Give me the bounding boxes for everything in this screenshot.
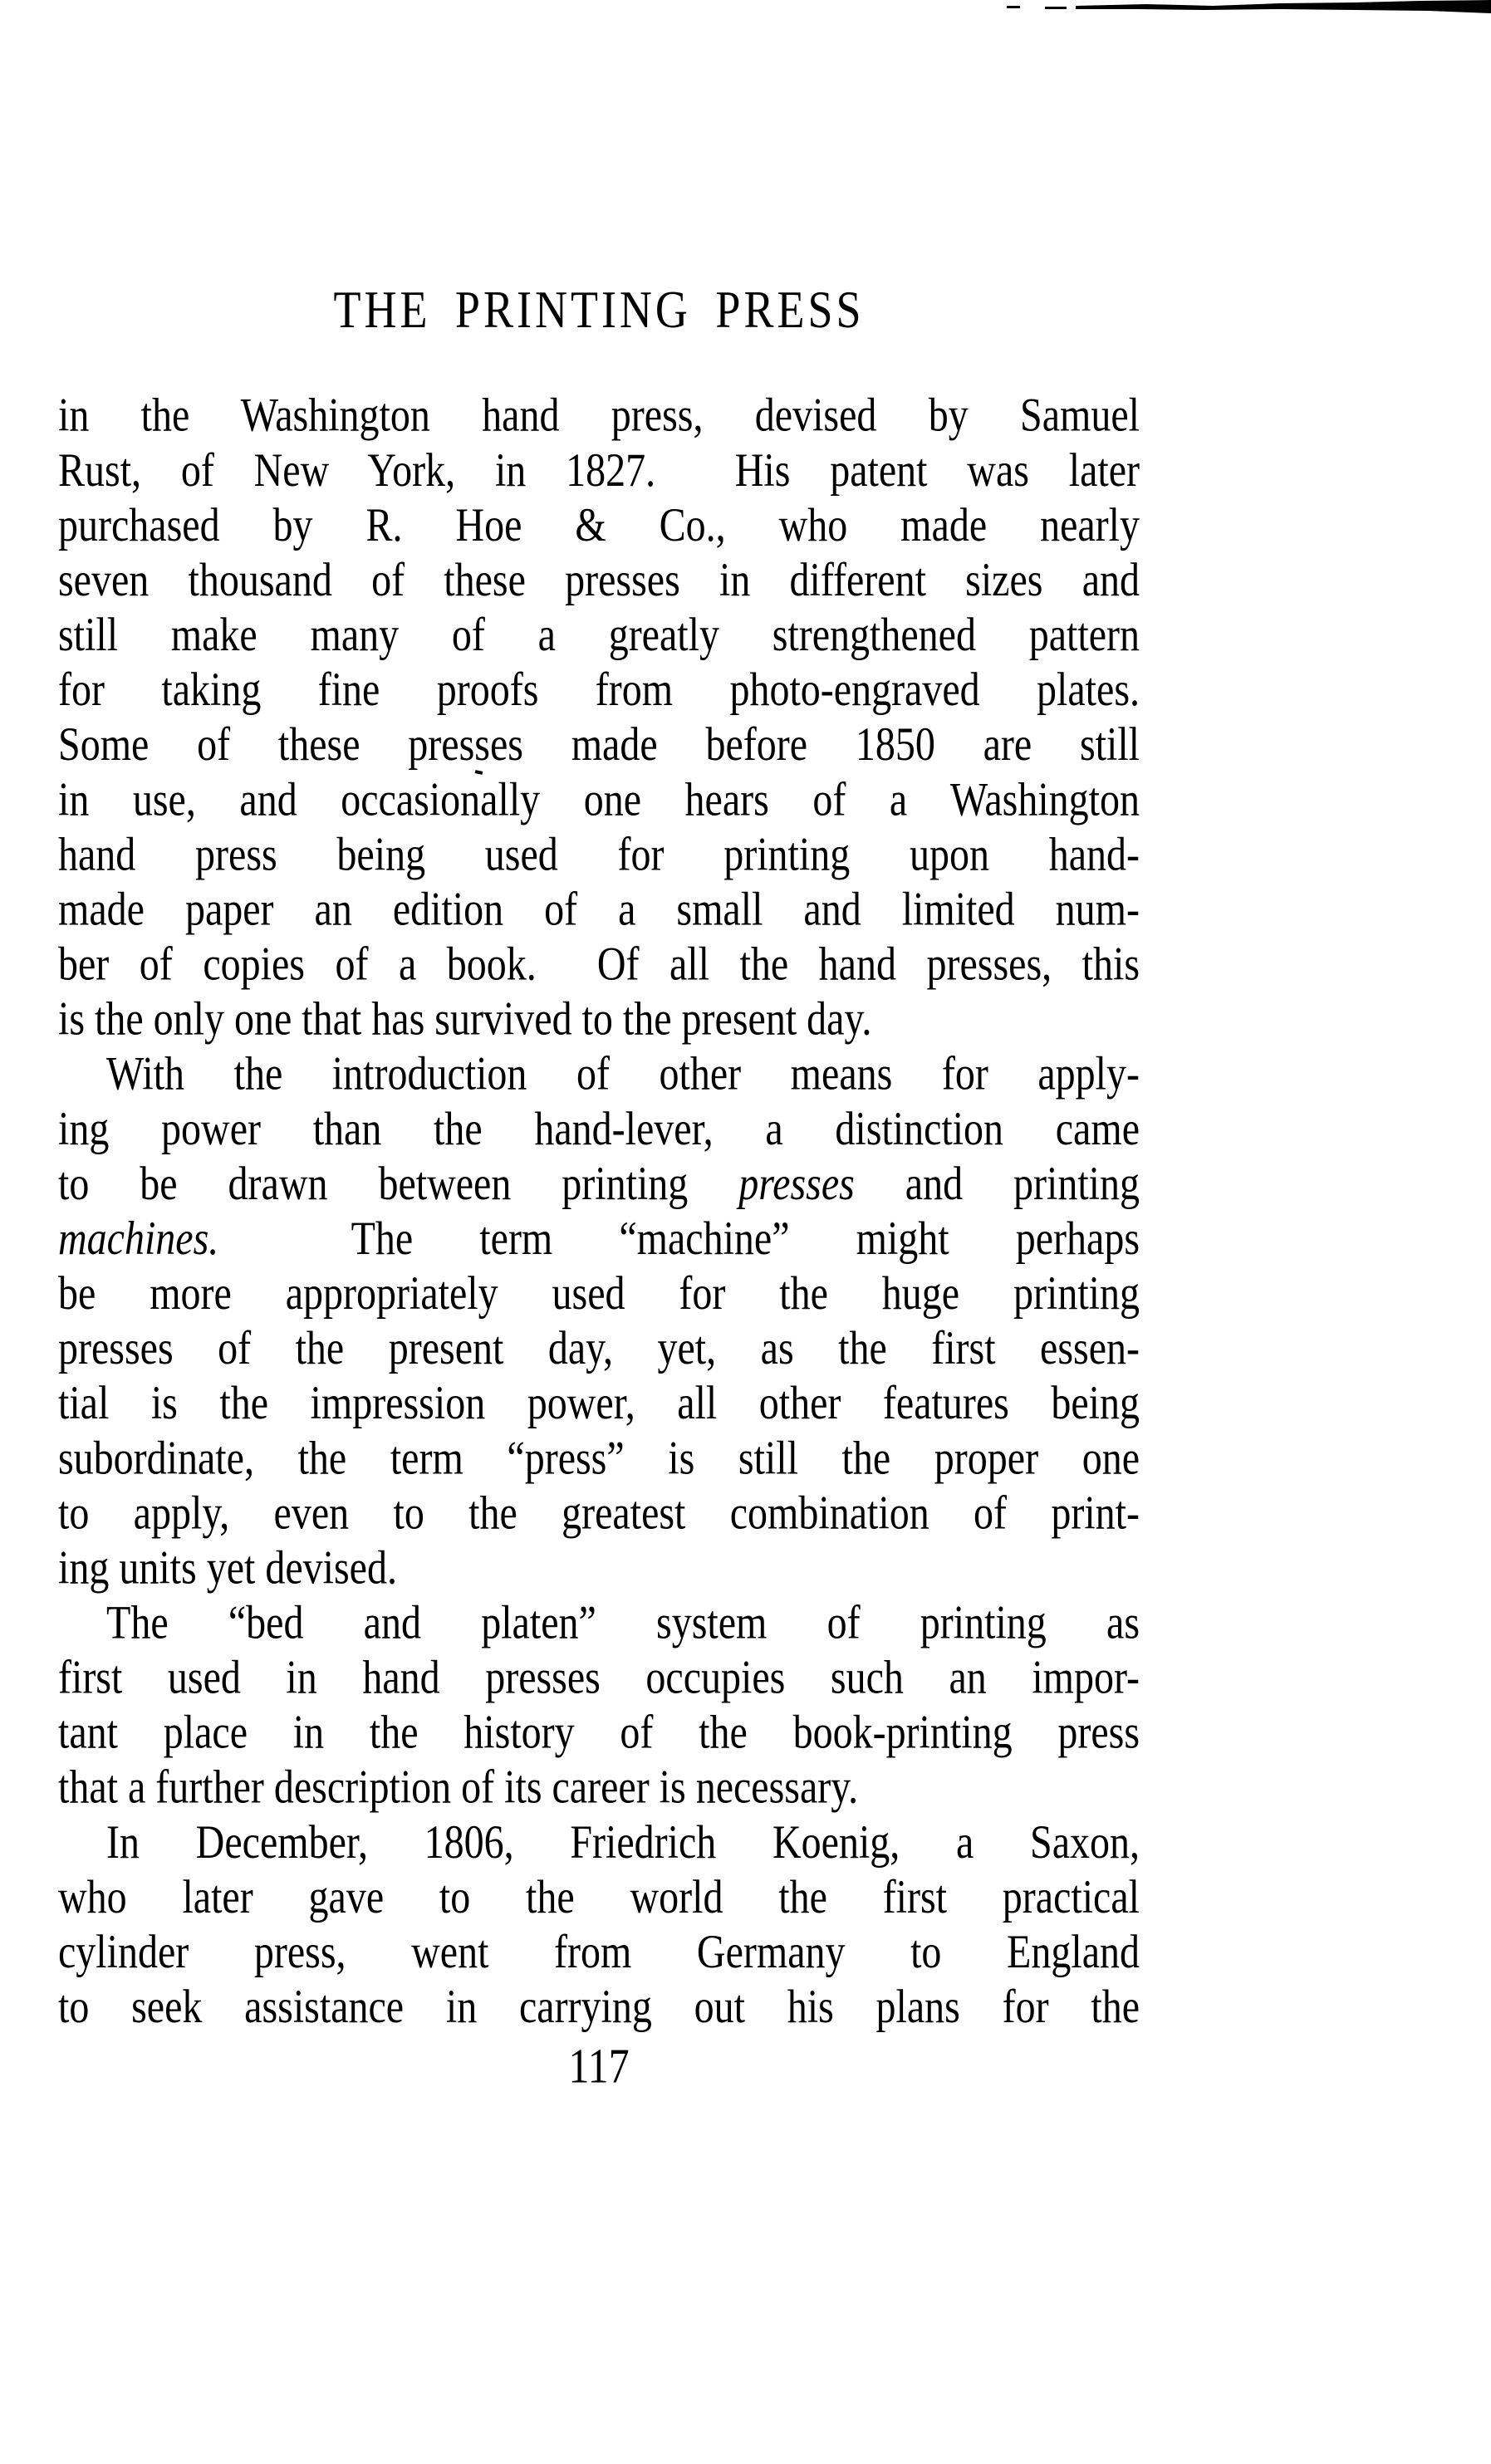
text-segment: tant place in the history of the book-printing press [58,1707,1140,1759]
text-line [58,443,1140,498]
text-segment: for taking fine proofs from photo-engraved plates. [58,664,1140,717]
text-segment: In December, 1806, Friedrich Koenig, a Saxon, [106,1816,1140,1869]
text-segment: and printing [854,1158,1140,1210]
text-line [58,718,1140,772]
text-line [58,1925,1140,1980]
text-segment: Rust, of New York, in 1827. His patent was later [58,444,1140,497]
text-segment: tial is the impression power, all other features being [58,1377,1140,1430]
text-line [58,992,1140,1047]
text-segment: ing units yet devised. [58,1541,397,1594]
text-line [58,773,1140,828]
text-line [58,498,1140,553]
text-line [58,1980,1140,2035]
text-segment: to seek assistance in carrying out his plans for the [58,1981,1140,2034]
text-segment: Some of these presses made before 1850 are still [58,718,1140,772]
text-line [58,389,1140,443]
text-segment: to be drawn between printing [58,1158,739,1210]
text-line [58,553,1140,608]
text-segment: in use, and occasionally one hears of a Washington [58,773,1140,826]
text-segment: made paper an edition of a small and limited num- [58,883,1140,936]
page-title: THE PRINTING PRESS [333,280,865,340]
text-segment: cylinder press, went from Germany to England [58,1926,1140,1978]
paragraph [58,389,1140,1047]
text-line [58,1432,1140,1487]
text-line [58,1706,1140,1761]
text-line [58,1047,1140,1102]
text-line [58,828,1140,883]
text-segment: be more appropriately used for the huge printing [58,1267,1140,1320]
text-segment: The “bed and platen” system of printing as [106,1596,1140,1649]
text-segment: hand press being used for printing upon hand- [58,828,1140,881]
text-line [58,1321,1140,1376]
paragraph [58,1815,1140,2035]
text-line [58,1487,1140,1541]
text-segment: ing power than the hand-lever, a distinction came [58,1103,1140,1155]
text-segment: to apply, even to the greatest combination of print- [58,1487,1140,1540]
text-segment: in the Washington hand press, devised by Samuel [58,389,1140,442]
text-line [58,883,1140,938]
text-line [58,608,1140,663]
text-segment: With the introduction of other means for apply- [106,1048,1140,1100]
text-line [58,1157,1140,1212]
paragraph [58,1596,1140,1815]
text-segment: presses of the present day, yet, as the first essen- [58,1322,1140,1375]
text-segment: who later gave to the world the first practical [58,1871,1140,1923]
text-line [58,1266,1140,1321]
text-line [58,1761,1140,1815]
text-segment: still make many of a greatly strengthened pattern [58,609,1140,662]
body-text [58,389,1140,2035]
scan-artifact-mark [997,0,1491,25]
text-line [58,1376,1140,1431]
italic-text: machines. [58,1212,219,1265]
text-line [58,1102,1140,1157]
text-line [58,1212,1140,1266]
text-line [58,663,1140,718]
text-line [58,1651,1140,1706]
text-segment: subordinate, the term “press” is still the proper one [58,1432,1140,1485]
text-segment: that a further description of its career is necessary. [58,1761,859,1814]
text-segment: is the only one that has survived to the present day. [58,993,872,1046]
text-line [58,1815,1140,1870]
text-segment: first used in hand presses occupies such an impor- [58,1652,1140,1704]
paragraph [58,1047,1140,1596]
text-segment: The term “machine” might perhaps [218,1212,1140,1265]
text-segment: ber of copies of a book. Of all the hand presses, this [58,938,1140,991]
italic-text: presses [738,1158,855,1210]
page-number: 117 [568,2038,630,2094]
text-line [58,1596,1140,1651]
text-line [58,938,1140,992]
text-line [58,1541,1140,1596]
text-segment: purchased by R. Hoe & Co., who made nearly [58,499,1140,551]
text-line [58,1870,1140,1925]
text-segment: seven thousand of these presses in different sizes and [58,554,1140,606]
